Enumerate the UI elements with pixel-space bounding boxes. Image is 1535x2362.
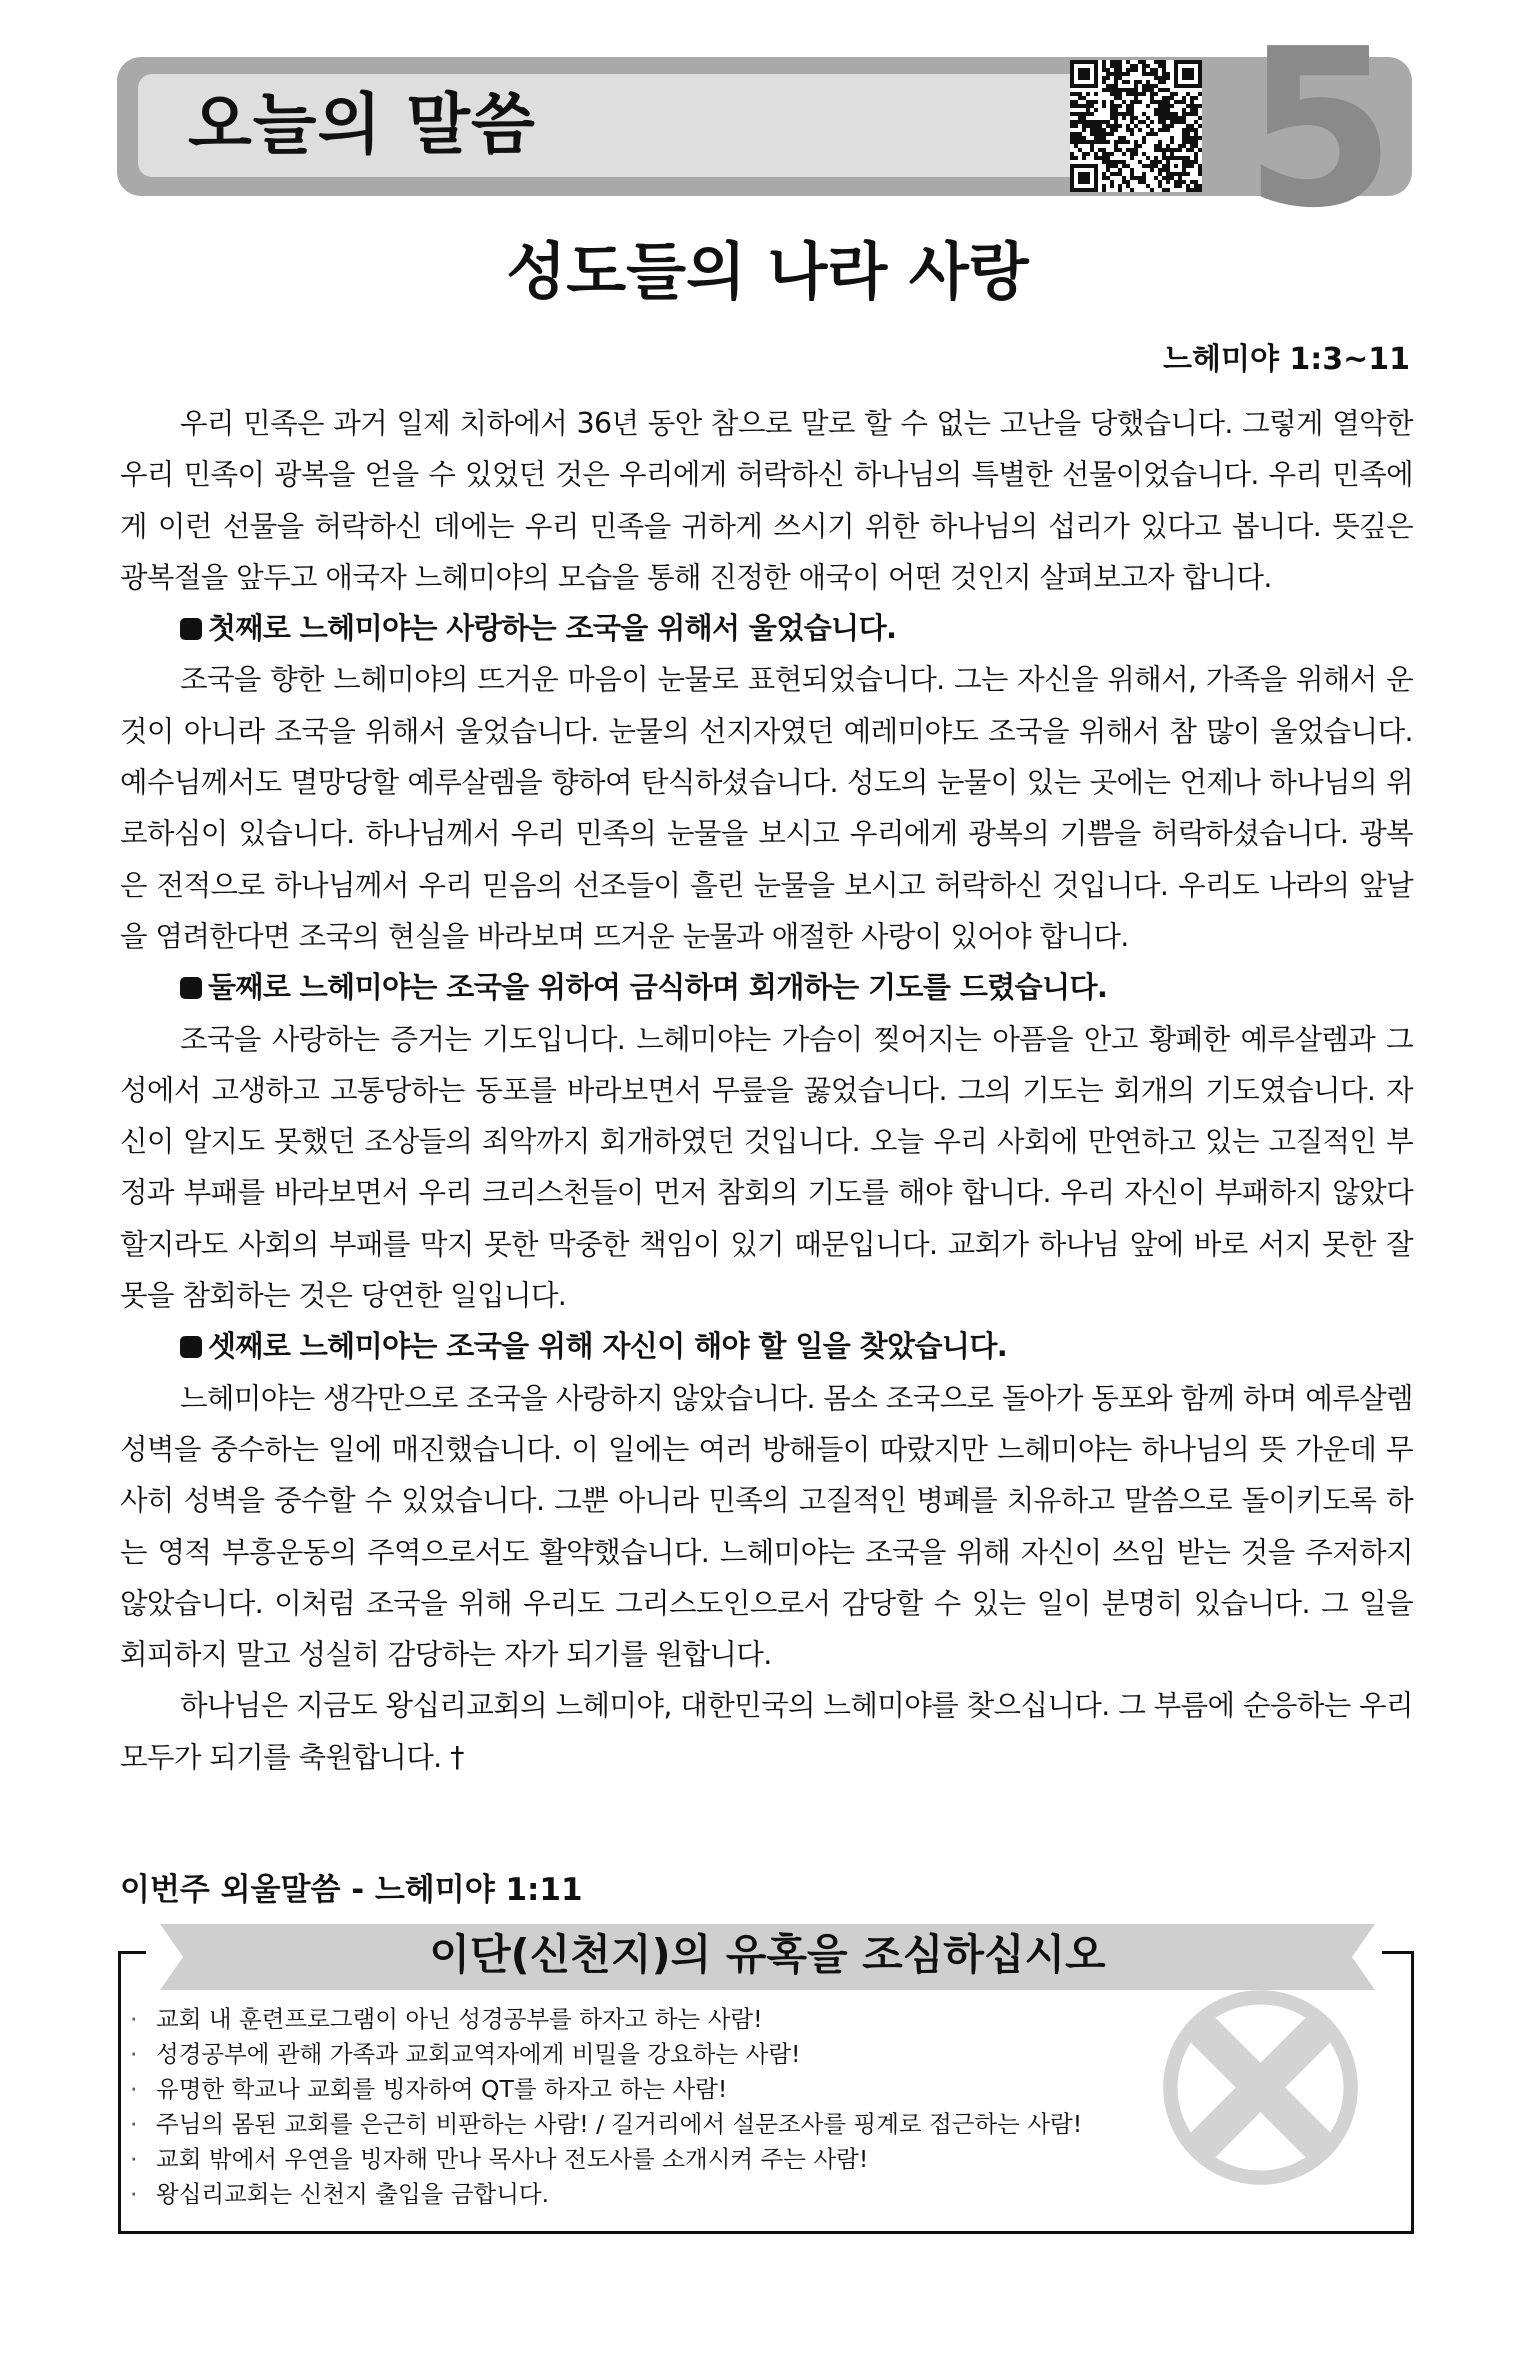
intro-paragraph: 우리 민족은 과거 일제 치하에서 36년 동안 참으로 말로 할 수 없는 고난을 당했습니다. 그렇게 열악한 우리 민족이 광복을 얻을 수 있었던 것은 우리에게 허락하신 하나님의 특별한 선물이었습니다. 우리 민족에게 이런 선물을 허락하신 데에는 우리 민족을 귀하게 쓰시기 위한 하나님의 섭리가 있다고 봅니다. 뜻깊은 광복절을 앞두고 애국자 느헤미야의 모습을 통해 진정한 애국이 어떤 것인지 살펴보고자 합니다.	[120, 407, 1413, 594]
point-heading-2: 둘째로 느헤미야는 조국을 위하여 금식하며 회개하는 기도를 드렸습니다.	[120, 962, 1413, 1013]
point-paragraph-2: 조국을 사랑하는 증거는 기도입니다. 느헤미야는 가슴이 찢어지는 아픔을 안고 황폐한 예루살렘과 그 성에서 고생하고 고통당하는 동포를 바라보면서 무릎을 꿇었습니다. 그의 기도는 회개의 기도였습니다. 자신이 알지도 못했던 조상들의 죄악까지 회개하였던 것입니다. 오늘 우리 사회에 만연하고 있는 고질적인 부정과 부패를 바라보면서 우리 크리스천들이 먼저 참회의 기도를 해야 합니다. 우리 자신이 부패하지 않았다 할지라도 사회의 부패를 막지 못한 막중한 책임이 있기 때문입니다. 교회가 하나님 앞에 바로 서지 못한 잘못을 참회하는 것은 당연한 일입니다.	[120, 1022, 1413, 1313]
list-item: · 교회 내 훈련프로그램이 아닌 성경공부를 하자고 하는 사람!	[130, 2005, 763, 2033]
square-bullet-icon	[180, 977, 202, 999]
x-circle-icon	[1158, 1985, 1363, 2190]
sermon-title: 성도들의 나라 사랑	[506, 235, 1029, 308]
list-item: · 주님의 몸된 교회를 은근히 비판하는 사람! / 길거리에서 설문조사를 핑계로 접근하는 사람!	[130, 2110, 1083, 2138]
point-heading-3: 셋째로 느헤미야는 조국을 위해 자신이 해야 할 일을 찾았습니다.	[120, 1321, 1413, 1372]
section-title: 오늘의 말씀	[188, 86, 536, 163]
point-paragraph-1: 조국을 향한 느헤미야의 뜨거운 마음이 눈물로 표현되었습니다. 그는 자신을 위해서, 가족을 위해서 운 것이 아니라 조국을 위해서 울었습니다. 눈물의 선지자였던 예레미야도 조국을 위해서 참 많이 울었습니다. 예수님께서도 멸망당할 예루살렘을 향하여 탄식하셨습니다. 성도의 눈물이 있는 곳에는 언제나 하나님의 위로하심이 있습니다. 하나님께서 우리 민족의 눈물을 보시고 우리에게 광복의 기쁨을 허락하셨습니다. 광복은 전적으로 하나님께서 우리 믿음의 선조들이 흘린 눈물을 보시고 허락하신 것입니다. 우리도 나라의 앞날을 염려한다면 조국의 현실을 바라보며 뜨거운 눈물과 애절한 사랑이 있어야 합니다.	[120, 663, 1413, 953]
point-heading-1: 첫째로 느헤미야는 사랑하는 조국을 위해서 울었습니다.	[120, 603, 1413, 654]
qr-code-icon[interactable]	[1070, 60, 1202, 192]
sermon-body	[120, 398, 1413, 1783]
list-item: · 왕십리교회는 신천지 출입을 금합니다.	[130, 2180, 550, 2208]
list-item: · 교회 밖에서 우연을 빙자해 만나 목사나 전도사를 소개시켜 주는 사람!	[130, 2145, 869, 2173]
square-bullet-icon	[180, 618, 202, 640]
list-item: · 유명한 학교나 교회를 빙자하여 QT를 하자고 하는 사람!	[130, 2075, 728, 2103]
warning-title: 이단(신천지)의 유혹을 조심하십시오	[429, 1930, 1106, 1979]
scripture-reference: 느헤미야 1:3~11	[1163, 342, 1410, 377]
point-paragraph-3: 느헤미야는 생각만으로 조국을 사랑하지 않았습니다. 몸소 조국으로 돌아가 동포와 함께 하며 예루살렘 성벽을 중수하는 일에 매진했습니다. 이 일에는 여러 방해들이 따랐지만 느헤미야는 하나님의 뜻 가운데 무사히 성벽을 중수할 수 있었습니다. 그뿐 아니라 민족의 고질적인 병폐를 치유하고 말씀으로 돌이키도록 하는 영적 부흥운동의 주역으로서도 활약했습니다. 느헤미야는 조국을 위해 자신이 쓰임 받는 것을 주저하지 않았습니다. 이처럼 조국을 위해 우리도 그리스도인으로서 감당할 수 있는 일이 분명히 있습니다. 그 일을 회피하지 말고 성실히 감당하는 자가 되기를 원합니다.	[120, 1381, 1413, 1672]
page-number: 5	[1244, 3, 1396, 256]
conclusion-paragraph: 하나님은 지금도 왕십리교회의 느헤미야, 대한민국의 느헤미야를 찾으십니다. 그 부름에 순응하는 우리 모두가 되기를 축원합니다. †	[120, 1689, 1413, 1774]
warning-list	[130, 2002, 1082, 2212]
square-bullet-icon	[180, 1336, 202, 1358]
memory-verse: 이번주 외울말씀 - 느헤미야 1:11	[120, 1872, 583, 1908]
list-item: · 성경공부에 관해 가족과 교회교역자에게 비밀을 강요하는 사람!	[130, 2040, 801, 2068]
